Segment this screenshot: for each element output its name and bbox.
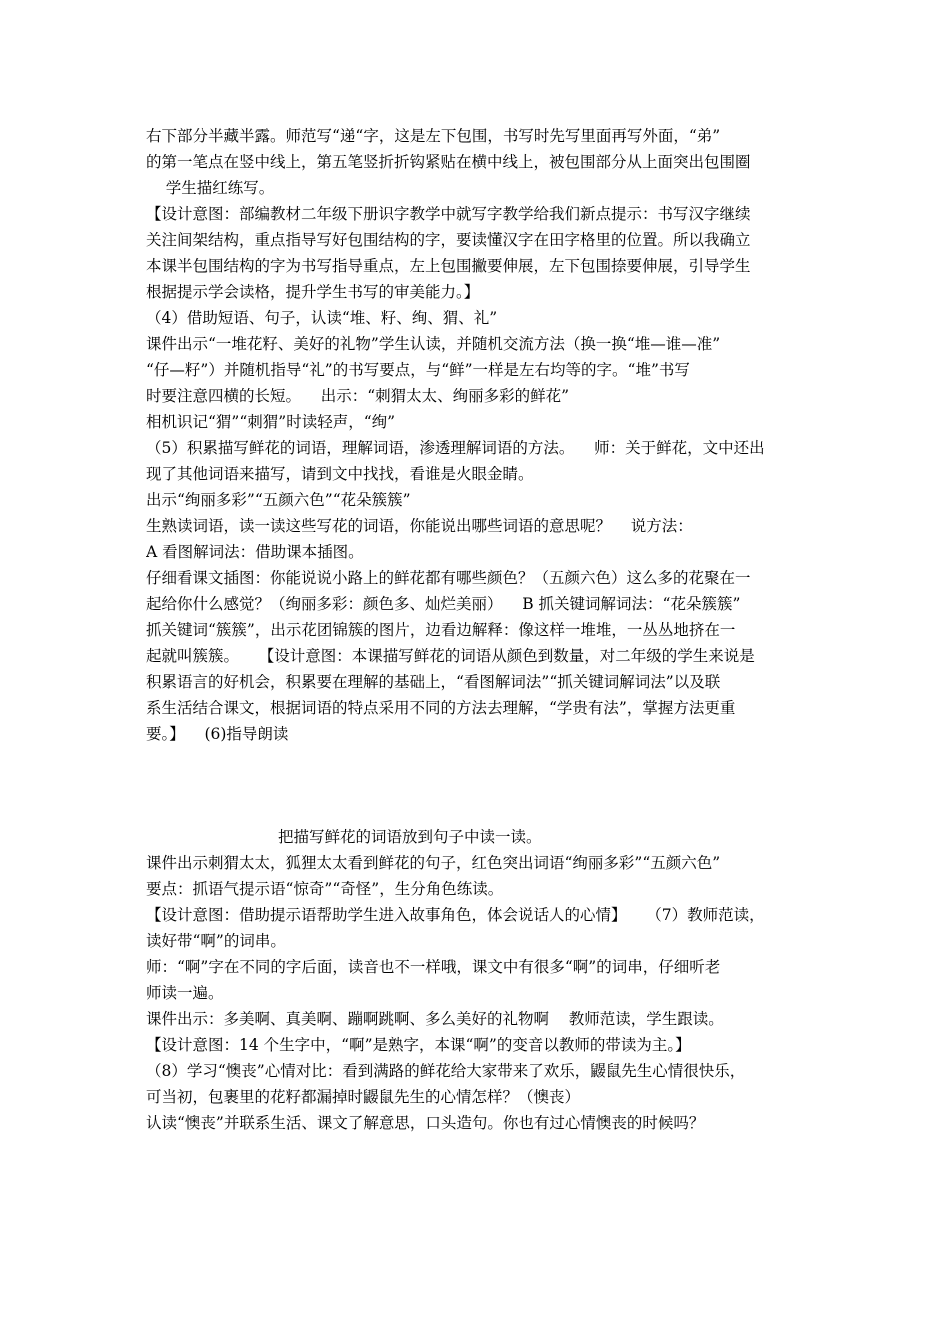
text-line: 课件出示“一堆花籽、美好的礼物”学生认读，并随机交流方法（换一换“堆—谁—准” <box>146 335 721 353</box>
text-line: 起就叫簇簇。 【设计意图：本课描写鲜花的词语从颜色到数量，对二年级的学生来说是 <box>146 647 755 665</box>
text-line: 课件出示刺猬太太，狐狸太太看到鲜花的句子，红色突出词语“绚丽多彩”“五颜六色” <box>146 854 721 872</box>
section-two <box>146 824 811 1136</box>
text-line: 读好带“啊”的词串。 <box>146 932 286 950</box>
text-line: （4）借助短语、句子，认读“堆、籽、绚、猬、礼” <box>146 309 498 327</box>
text-line: 的第一笔点在竖中线上，第五笔竖折折钩紧贴在横中线上，被包围部分从上面突出包围圈 <box>146 153 751 171</box>
text-line: “仔—籽”）并随机指导“礼”的书写要点，与“鲜”一样是左右均等的字。“堆”书写 <box>146 361 690 379</box>
text-line: 起给你什么感觉？（绚丽多彩：颜色多、灿烂美丽） B 抓关键词解词法：“花朵簇簇” <box>146 595 741 613</box>
text-line: 【设计意图：借助提示语帮助学生进入故事角色，体会说话人的心情】 （7）教师范读， <box>146 906 765 924</box>
text-line: 要。】 (6)指导朗读 <box>146 725 289 743</box>
text-line: 【设计意图：部编教材二年级下册识字教学中就写字教学给我们新点提示：书写汉字继续 <box>146 205 751 223</box>
text-line: 积累语言的好机会，积累要在理解的基础上，“看图解词法”“抓关键词解词法”以及联 <box>146 673 721 691</box>
text-line: 系生活结合课文，根据词语的特点采用不同的方法去理解，“学贵有法”，掌握方法更重 <box>146 699 736 717</box>
text-line: 认读“懊丧”并联系生活、课文了解意思，口头造句。你也有过心情懊丧的时候吗？ <box>146 1114 705 1132</box>
text-line: 相机识记“猬”“刺猬”时读轻声，“绚” <box>146 413 396 431</box>
text-line: 生熟读词语，读一读这些写花的词语，你能说出哪些词语的意思呢？ 说方法： <box>146 517 693 535</box>
section-one <box>146 123 811 747</box>
text-line: 可当初，包裹里的花籽都漏掉时鼹鼠先生的心情怎样？（懊丧） <box>146 1088 581 1106</box>
text-line: （5）积累描写鲜花的词语，理解词语，渗透理解词语的方法。 师：关于鲜花，文中还出 <box>146 439 765 457</box>
text-line: 根据提示学会读格，提升学生书写的审美能力。】 <box>146 283 480 301</box>
text-line: 关注间架结构，重点指导写好包围结构的字，要读懂汉字在田字格里的位置。所以我确立 <box>146 231 751 249</box>
text-line: 课件出示：多美啊、真美啊、蹦啊跳啊、多么美好的礼物啊 教师范读，学生跟读。 <box>146 1010 724 1028</box>
text-line: 本课半包围结构的字为书写指导重点，左上包围撇要伸展，左下包围捺要伸展，引导学生 <box>146 257 751 275</box>
text-line: 师读一遍。 <box>146 984 224 1002</box>
text-line: 出示“绚丽多彩”“五颜六色”“花朵簇簇” <box>146 491 411 509</box>
text-line: 时要注意四横的长短。 出示：“刺猬太太、绚丽多彩的鲜花” <box>146 387 570 405</box>
text-line: 现了其他词语来描写，请到文中找找，看谁是火眼金睛。 <box>146 465 534 483</box>
text-line: A 看图解词法：借助课本插图。 <box>146 543 364 561</box>
text-line: 抓关键词“簇簇”，出示花团锦簇的图片，边看边解释：像这样一堆堆，一丛丛地挤在一 <box>146 621 736 639</box>
text-line: （8）学习“懊丧”心情对比：看到满路的鲜花给大家带来了欢乐，鼹鼠先生心情很快乐， <box>146 1062 746 1080</box>
section-heading: 把描写鲜花的词语放到句子中读一读。 <box>278 828 542 846</box>
text-line: 右下部分半藏半露。师范写“递“字，这是左下包围，书写时先写里面再写外面，“弟” <box>146 127 721 145</box>
text-line: 【设计意图：14 个生字中，“啊”是熟字，本课“啊”的变音以教师的带读为主。】 <box>146 1036 691 1054</box>
text-line: 仔细看课文插图：你能说说小路上的鲜花都有哪些颜色？（五颜六色）这么多的花聚在一 <box>146 569 751 587</box>
text-line: 学生描红练写。 <box>146 179 275 197</box>
text-line: 师：“啊”字在不同的字后面，读音也不一样哦，课文中有很多“啊”的词串，仔细听老 <box>146 958 721 976</box>
text-line: 要点：抓语气提示语“惊奇”“奇怪”，生分角色练读。 <box>146 880 504 898</box>
